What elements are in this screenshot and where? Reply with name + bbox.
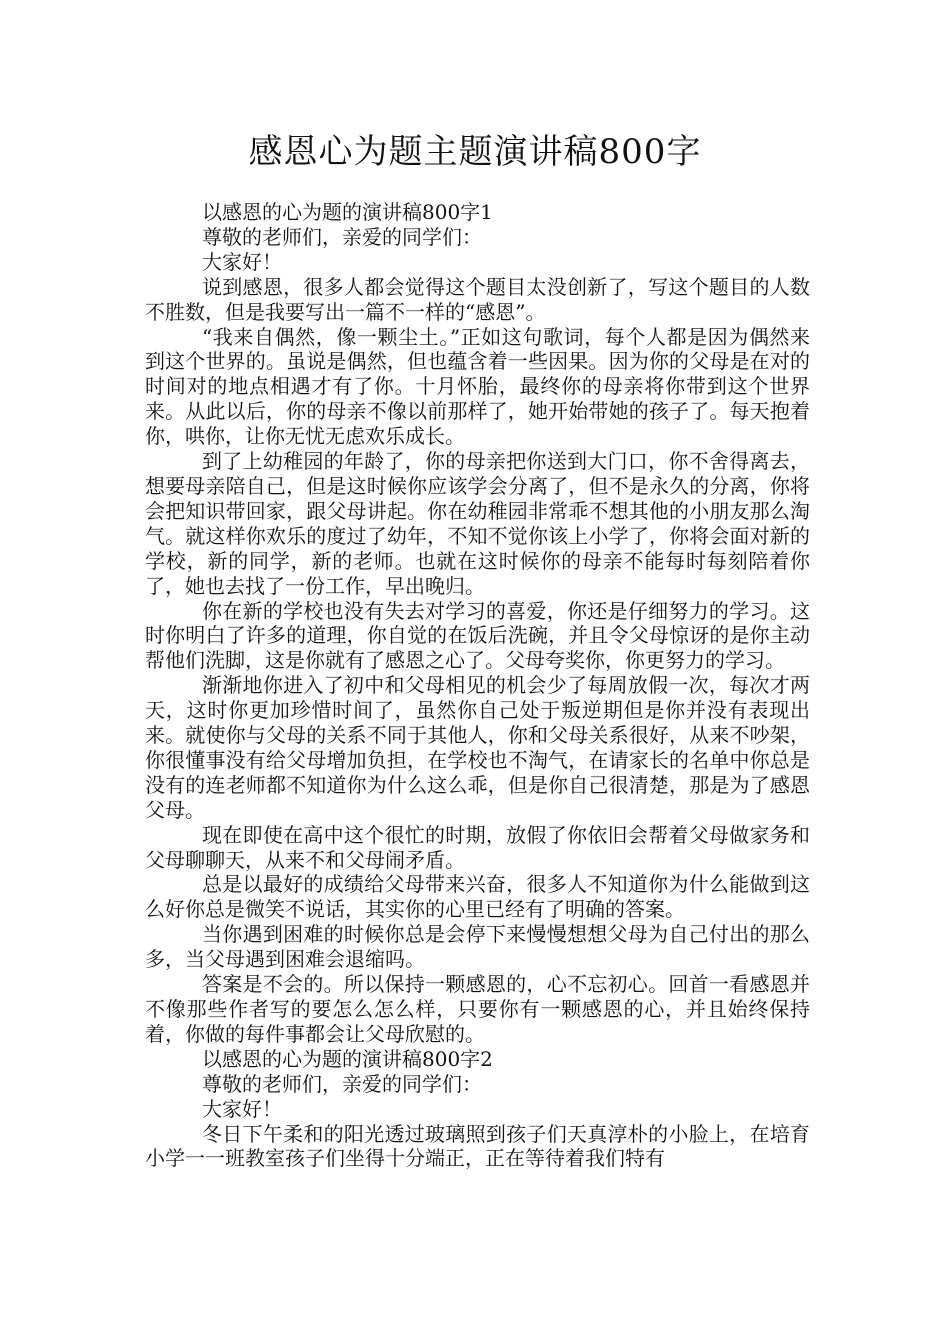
paragraph-body: 冬日下午柔和的阳光透过玻璃照到孩子们天真淳朴的小脸上，在培育小学一一班教室孩子们坐得十分端正，正在等待着我们特有	[145, 1121, 810, 1171]
paragraph-salutation: 尊敬的老师们，亲爱的同学们：	[202, 1071, 482, 1096]
paragraph-salutation: 尊敬的老师们，亲爱的同学们：	[202, 224, 482, 249]
paragraph-greeting: 大家好！	[202, 1096, 282, 1121]
paragraph-body: 当你遇到困难的时候你总是会停下来慢慢想想父母为自己付出的那么多，当父母遇到困难会退缩吗。	[145, 922, 810, 972]
paragraph-body: 答案是不会的。所以保持一颗感恩的，心不忘初心。回首一看感恩并不像那些作者写的要怎么怎么样，只要你有一颗感恩的心，并且始终保持着，你做的每件事都会让父母欣慰的。	[145, 972, 810, 1046]
document-title: 感恩心为题主题演讲稿800字	[248, 132, 702, 172]
paragraph-speech1-heading: 以感恩的心为题的演讲稿800字1	[202, 200, 493, 224]
paragraph-body: 说到感恩，很多人都会觉得这个题目太没创新了，写这个题目的人数不胜数，但是我要写出一篇不一样的“感恩”。	[145, 274, 810, 324]
paragraph-body: 现在即使在高中这个很忙的时期，放假了你依旧会帮着父母做家务和父母聊聊天，从来不和父母闹矛盾。	[145, 822, 810, 872]
paragraph-body: 到了上幼稚园的年龄了，你的母亲把你送到大门口，你不舍得离去，想要母亲陪自己，但是这时候你应该学会分离了，但不是永久的分离，你将会把知识带回家，跟父母讲起。你在幼稚园非常乖不想其他的小朋友那么淘气。就这样你欢乐的度过了幼年，不知不觉你该上小学了，你将会面对新的学校，新的同学，新的老师。也就在这时候你的母亲不能每时每刻陪着你了，她也去找了一份工作，早出晚归。	[145, 449, 810, 598]
paragraph-body: “我来自偶然，像一颗尘土。”正如这句歌词，每个人都是因为偶然来到这个世界的。虽说是偶然，但也蕴含着一些因果。因为你的父母是在对的时间对的地点相遇才有了你。十月怀胎，最终你的母亲将你带到这个世界来。从此以后，你的母亲不像以前那样了，她开始带她的孩子了。每天抱着你，哄你，让你无忧无虑欢乐成长。	[145, 324, 810, 449]
paragraph-greeting: 大家好！	[202, 249, 282, 274]
paragraph-body: 渐渐地你进入了初中和父母相见的机会少了每周放假一次，每次才两天，这时你更加珍惜时间了，虽然你自己处于叛逆期但是你并没有表现出来。就使你与父母的关系不同于其他人，你和父母关系很好，从来不吵架，你很懂事没有给父母增加负担，在学校也不淘气，在请家长的名单中你总是没有的连老师都不知道你为什么这么乖，但是你自己很清楚，那是为了感恩父母。	[145, 673, 810, 822]
paragraph-body: 你在新的学校也没有失去对学习的喜爱，你还是仔细努力的学习。这时你明白了许多的道理，你自觉的在饭后洗碗，并且令父母惊讶的是你主动帮他们洗脚，这是你就有了感恩之心了。父母夸奖你，你更努力的学习。	[145, 598, 810, 673]
paragraph-body: 总是以最好的成绩给父母带来兴奋，很多人不知道你为什么能做到这么好你总是微笑不说话，其实你的心里已经有了明确的答案。	[145, 872, 810, 922]
document-body	[145, 200, 810, 1171]
paragraph-speech2-heading: 以感恩的心为题的演讲稿800字2	[202, 1046, 493, 1071]
